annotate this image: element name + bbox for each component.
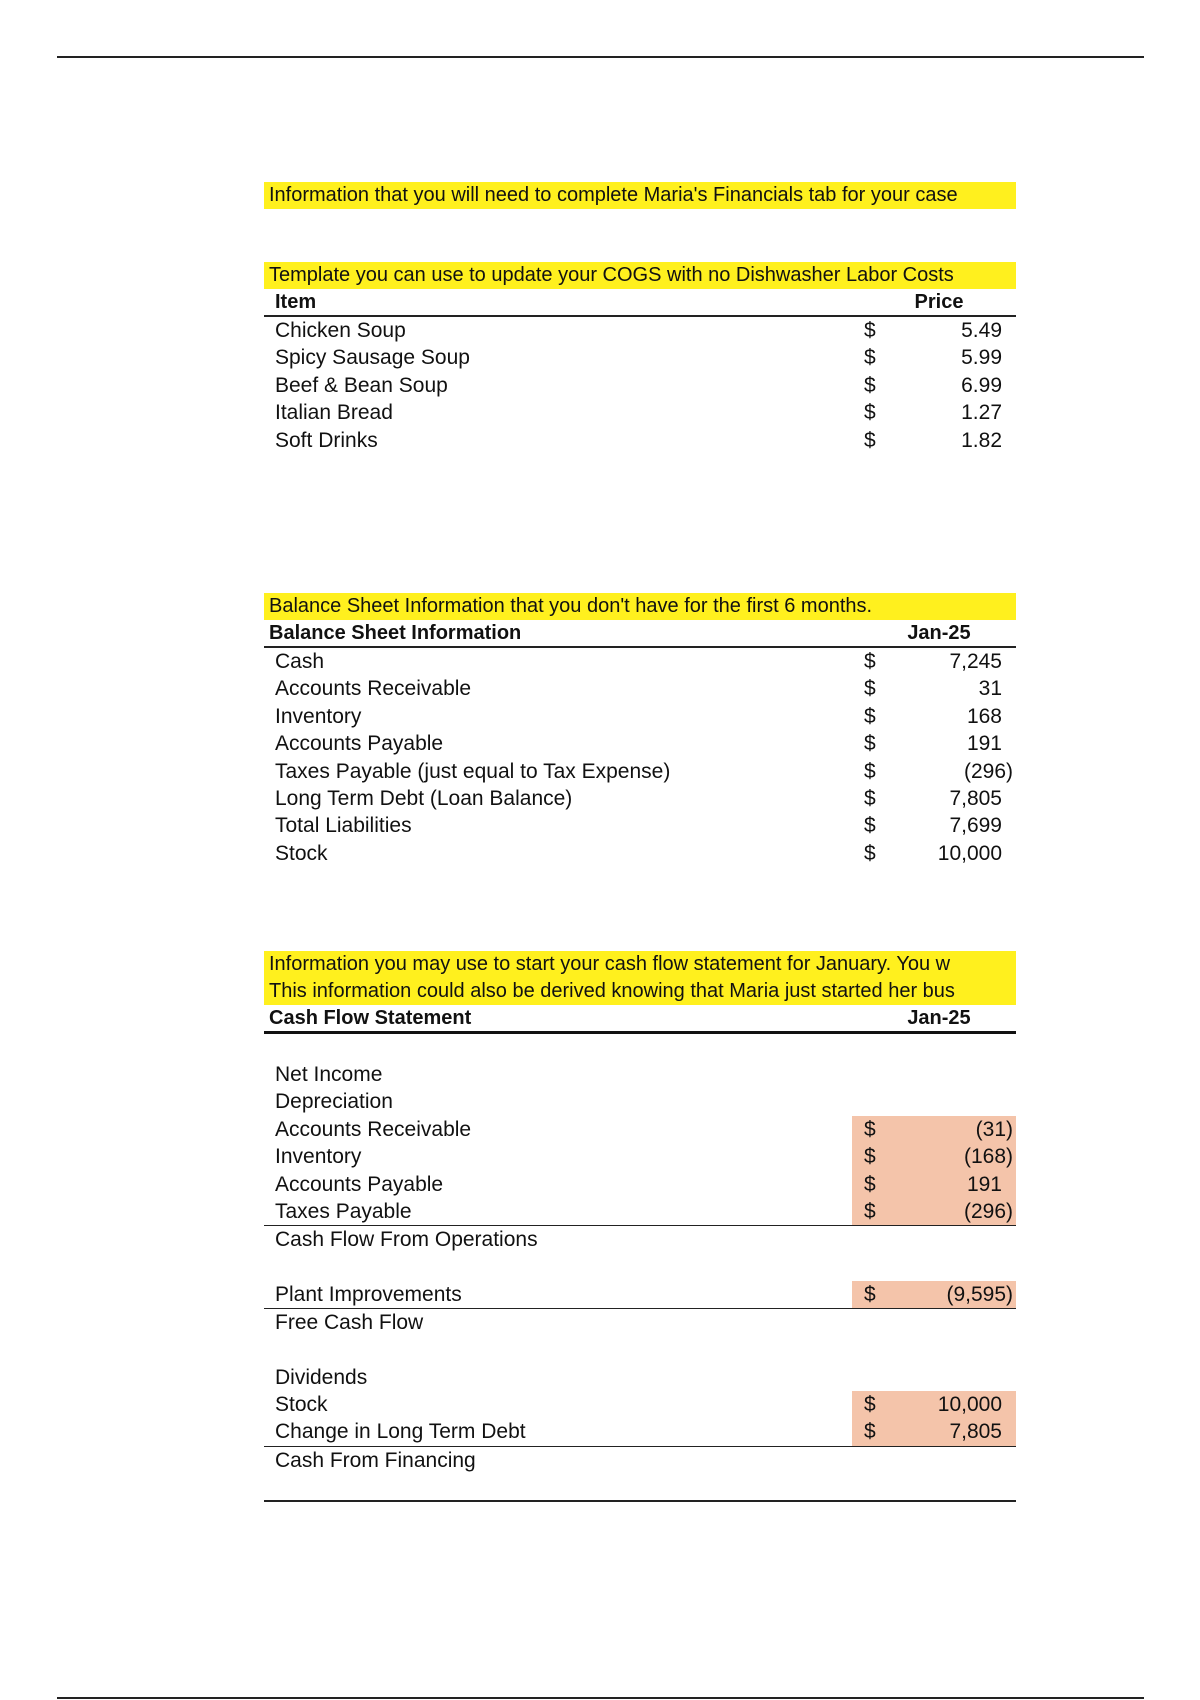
cogs-value: 5.99 bbox=[961, 346, 1002, 370]
currency-symbol: $ bbox=[864, 732, 876, 756]
currency-symbol: $ bbox=[864, 1172, 876, 1196]
balance-sheet-section bbox=[264, 593, 1016, 867]
balance-sheet-row bbox=[264, 785, 1016, 812]
currency-symbol: $ bbox=[864, 650, 876, 673]
cogs-row bbox=[264, 344, 1016, 371]
cf-value-cell bbox=[852, 1198, 1016, 1225]
page-bottom-rule bbox=[57, 1697, 1144, 1699]
balance-sheet-value-cell bbox=[852, 648, 1016, 675]
cash-flow-title: Cash Flow Statement bbox=[269, 1007, 472, 1029]
cogs-value: 1.27 bbox=[961, 401, 1002, 425]
cf-value: 10,000 bbox=[937, 1392, 1002, 1416]
cogs-note: Template you can use to update your COGS with no Dishwasher Labor Costs bbox=[264, 262, 1016, 289]
cogs-value: 6.99 bbox=[961, 373, 1002, 397]
cogs-label: Chicken Soup bbox=[275, 319, 406, 342]
cf-row-change-in-long-term-debt bbox=[264, 1418, 1016, 1446]
cf-label: Inventory bbox=[275, 1145, 362, 1169]
cf-row-taxes-payable bbox=[264, 1198, 1016, 1226]
currency-symbol: $ bbox=[864, 1145, 876, 1169]
cf-label: Accounts Receivable bbox=[275, 1117, 472, 1141]
balance-sheet-value-cell bbox=[852, 785, 1016, 812]
currency-symbol: $ bbox=[864, 1199, 876, 1223]
balance-sheet-row bbox=[264, 703, 1016, 730]
cf-label: Taxes Payable bbox=[275, 1199, 412, 1223]
cf-label: Change in Long Term Debt bbox=[275, 1420, 526, 1444]
cogs-value-cell bbox=[852, 372, 1016, 399]
cogs-table-body bbox=[264, 317, 1016, 454]
balance-sheet-value-cell bbox=[852, 840, 1016, 867]
balance-sheet-table-body bbox=[264, 648, 1016, 867]
cf-value: 191 bbox=[966, 1172, 1002, 1196]
currency-symbol: $ bbox=[864, 346, 876, 370]
cf-label: Free Cash Flow bbox=[275, 1311, 424, 1335]
cf-label: Cash Flow From Operations bbox=[275, 1228, 538, 1252]
cogs-value-cell bbox=[852, 344, 1016, 371]
balance-sheet-value-cell bbox=[852, 675, 1016, 702]
cf-label: Dividends bbox=[275, 1365, 368, 1389]
cf-row-accounts-payable bbox=[264, 1171, 1016, 1198]
cf-row-accounts-receivable bbox=[264, 1116, 1016, 1143]
cogs-label: Beef & Bean Soup bbox=[275, 373, 448, 397]
cash-flow-bottom-rule bbox=[264, 1500, 1016, 1502]
balance-sheet-label: Taxes Payable (just equal to Tax Expense) bbox=[275, 759, 671, 783]
balance-sheet-value: (296) bbox=[963, 759, 1013, 783]
cogs-value-cell bbox=[852, 427, 1016, 454]
balance-sheet-row bbox=[264, 758, 1016, 785]
cash-flow-month: Jan-25 bbox=[907, 1007, 971, 1029]
intro-section bbox=[264, 182, 1016, 209]
cogs-row bbox=[264, 317, 1016, 344]
cf-row-depreciation bbox=[264, 1088, 1016, 1115]
currency-symbol: $ bbox=[864, 841, 876, 865]
item-column-header: Item bbox=[275, 291, 317, 313]
balance-sheet-note: Balance Sheet Information that you don't have for the first 6 months. bbox=[264, 593, 1016, 620]
balance-sheet-header-row bbox=[264, 620, 1016, 648]
cf-value-cell bbox=[852, 1143, 1016, 1170]
balance-sheet-value: 7,245 bbox=[949, 650, 1002, 673]
cf-label: Plant Improvements bbox=[275, 1282, 462, 1306]
balance-sheet-value-cell bbox=[852, 758, 1016, 785]
price-column-header: Price bbox=[914, 291, 964, 313]
currency-symbol: $ bbox=[864, 814, 876, 838]
balance-sheet-label: Long Term Debt (Loan Balance) bbox=[275, 786, 573, 810]
currency-symbol: $ bbox=[864, 759, 876, 783]
balance-sheet-row bbox=[264, 675, 1016, 702]
balance-sheet-label: Total Liabilities bbox=[275, 814, 412, 838]
balance-sheet-label: Stock bbox=[275, 841, 328, 865]
page-top-rule bbox=[57, 56, 1144, 58]
cogs-value: 5.49 bbox=[961, 319, 1002, 342]
currency-symbol: $ bbox=[864, 319, 876, 342]
cf-row-plant-improvements bbox=[264, 1281, 1016, 1309]
currency-symbol: $ bbox=[864, 428, 876, 452]
currency-symbol: $ bbox=[864, 786, 876, 810]
balance-sheet-value: 7,699 bbox=[949, 814, 1002, 838]
balance-sheet-value-cell bbox=[852, 812, 1016, 839]
cf-label: Stock bbox=[275, 1392, 328, 1416]
cogs-label: Soft Drinks bbox=[275, 428, 378, 452]
cf-label: Net Income bbox=[275, 1063, 383, 1086]
cf-label: Depreciation bbox=[275, 1090, 393, 1114]
cash-flow-section bbox=[264, 951, 1016, 1502]
currency-symbol: $ bbox=[864, 677, 876, 701]
balance-sheet-title: Balance Sheet Information bbox=[269, 622, 522, 644]
cf-value: (296) bbox=[963, 1199, 1013, 1223]
cogs-value-cell bbox=[852, 399, 1016, 426]
balance-sheet-label: Cash bbox=[275, 650, 325, 673]
cf-row-stock bbox=[264, 1391, 1016, 1418]
cf-value-cell bbox=[852, 1391, 1016, 1418]
cf-value: (168) bbox=[963, 1145, 1013, 1169]
cash-flow-note-line-2: This information could also be derived knowing that Maria just started her bus bbox=[264, 978, 1016, 1005]
currency-symbol: $ bbox=[864, 373, 876, 397]
cf-label: Accounts Payable bbox=[275, 1172, 444, 1196]
balance-sheet-value: 31 bbox=[978, 677, 1002, 701]
currency-symbol: $ bbox=[864, 1282, 876, 1306]
cf-label: Cash From Financing bbox=[275, 1448, 476, 1472]
currency-symbol: $ bbox=[864, 704, 876, 728]
currency-symbol: $ bbox=[864, 401, 876, 425]
balance-sheet-row bbox=[264, 730, 1016, 757]
balance-sheet-value: 168 bbox=[966, 704, 1002, 728]
cogs-label: Spicy Sausage Soup bbox=[275, 346, 470, 370]
cogs-header-row bbox=[264, 289, 1016, 317]
cf-value: (31) bbox=[975, 1117, 1013, 1141]
balance-sheet-row bbox=[264, 648, 1016, 675]
cf-value-cell bbox=[852, 1281, 1016, 1308]
cogs-section bbox=[264, 262, 1016, 454]
currency-symbol: $ bbox=[864, 1117, 876, 1141]
cogs-value: 1.82 bbox=[961, 428, 1002, 452]
cf-value: 7,805 bbox=[949, 1420, 1002, 1444]
cf-value: (9,595) bbox=[946, 1282, 1013, 1306]
cogs-row bbox=[264, 372, 1016, 399]
balance-sheet-value: 10,000 bbox=[937, 841, 1002, 865]
intro-note: Information that you will need to complete Maria's Financials tab for your case bbox=[264, 182, 1016, 209]
cf-row-dividends bbox=[264, 1364, 1016, 1391]
balance-sheet-label: Inventory bbox=[275, 704, 362, 728]
cf-row-free-cash-flow bbox=[264, 1309, 1016, 1336]
balance-sheet-label: Accounts Receivable bbox=[275, 677, 472, 701]
balance-sheet-row bbox=[264, 840, 1016, 867]
cf-value-cell bbox=[852, 1171, 1016, 1198]
currency-symbol: $ bbox=[864, 1392, 876, 1416]
cogs-label: Italian Bread bbox=[275, 401, 393, 425]
cf-row-cash-from-financing bbox=[264, 1447, 1016, 1474]
cogs-row bbox=[264, 427, 1016, 454]
cf-value-cell bbox=[852, 1418, 1016, 1445]
balance-sheet-value: 191 bbox=[966, 732, 1002, 756]
cogs-row bbox=[264, 399, 1016, 426]
balance-sheet-label: Accounts Payable bbox=[275, 732, 444, 756]
cash-flow-note-line-1: Information you may use to start your cash flow statement for January. You w bbox=[264, 951, 1016, 978]
cogs-value-cell bbox=[852, 317, 1016, 344]
cf-row-inventory bbox=[264, 1143, 1016, 1170]
balance-sheet-value: 7,805 bbox=[949, 786, 1002, 810]
balance-sheet-month: Jan-25 bbox=[907, 622, 971, 644]
balance-sheet-value-cell bbox=[852, 703, 1016, 730]
cash-flow-header-row bbox=[264, 1005, 1016, 1034]
cf-row-net-income bbox=[264, 1061, 1016, 1088]
balance-sheet-row bbox=[264, 812, 1016, 839]
cf-value-cell bbox=[852, 1116, 1016, 1143]
balance-sheet-value-cell bbox=[852, 730, 1016, 757]
cf-row-cash-flow-from-operations bbox=[264, 1226, 1016, 1253]
currency-symbol: $ bbox=[864, 1420, 876, 1444]
